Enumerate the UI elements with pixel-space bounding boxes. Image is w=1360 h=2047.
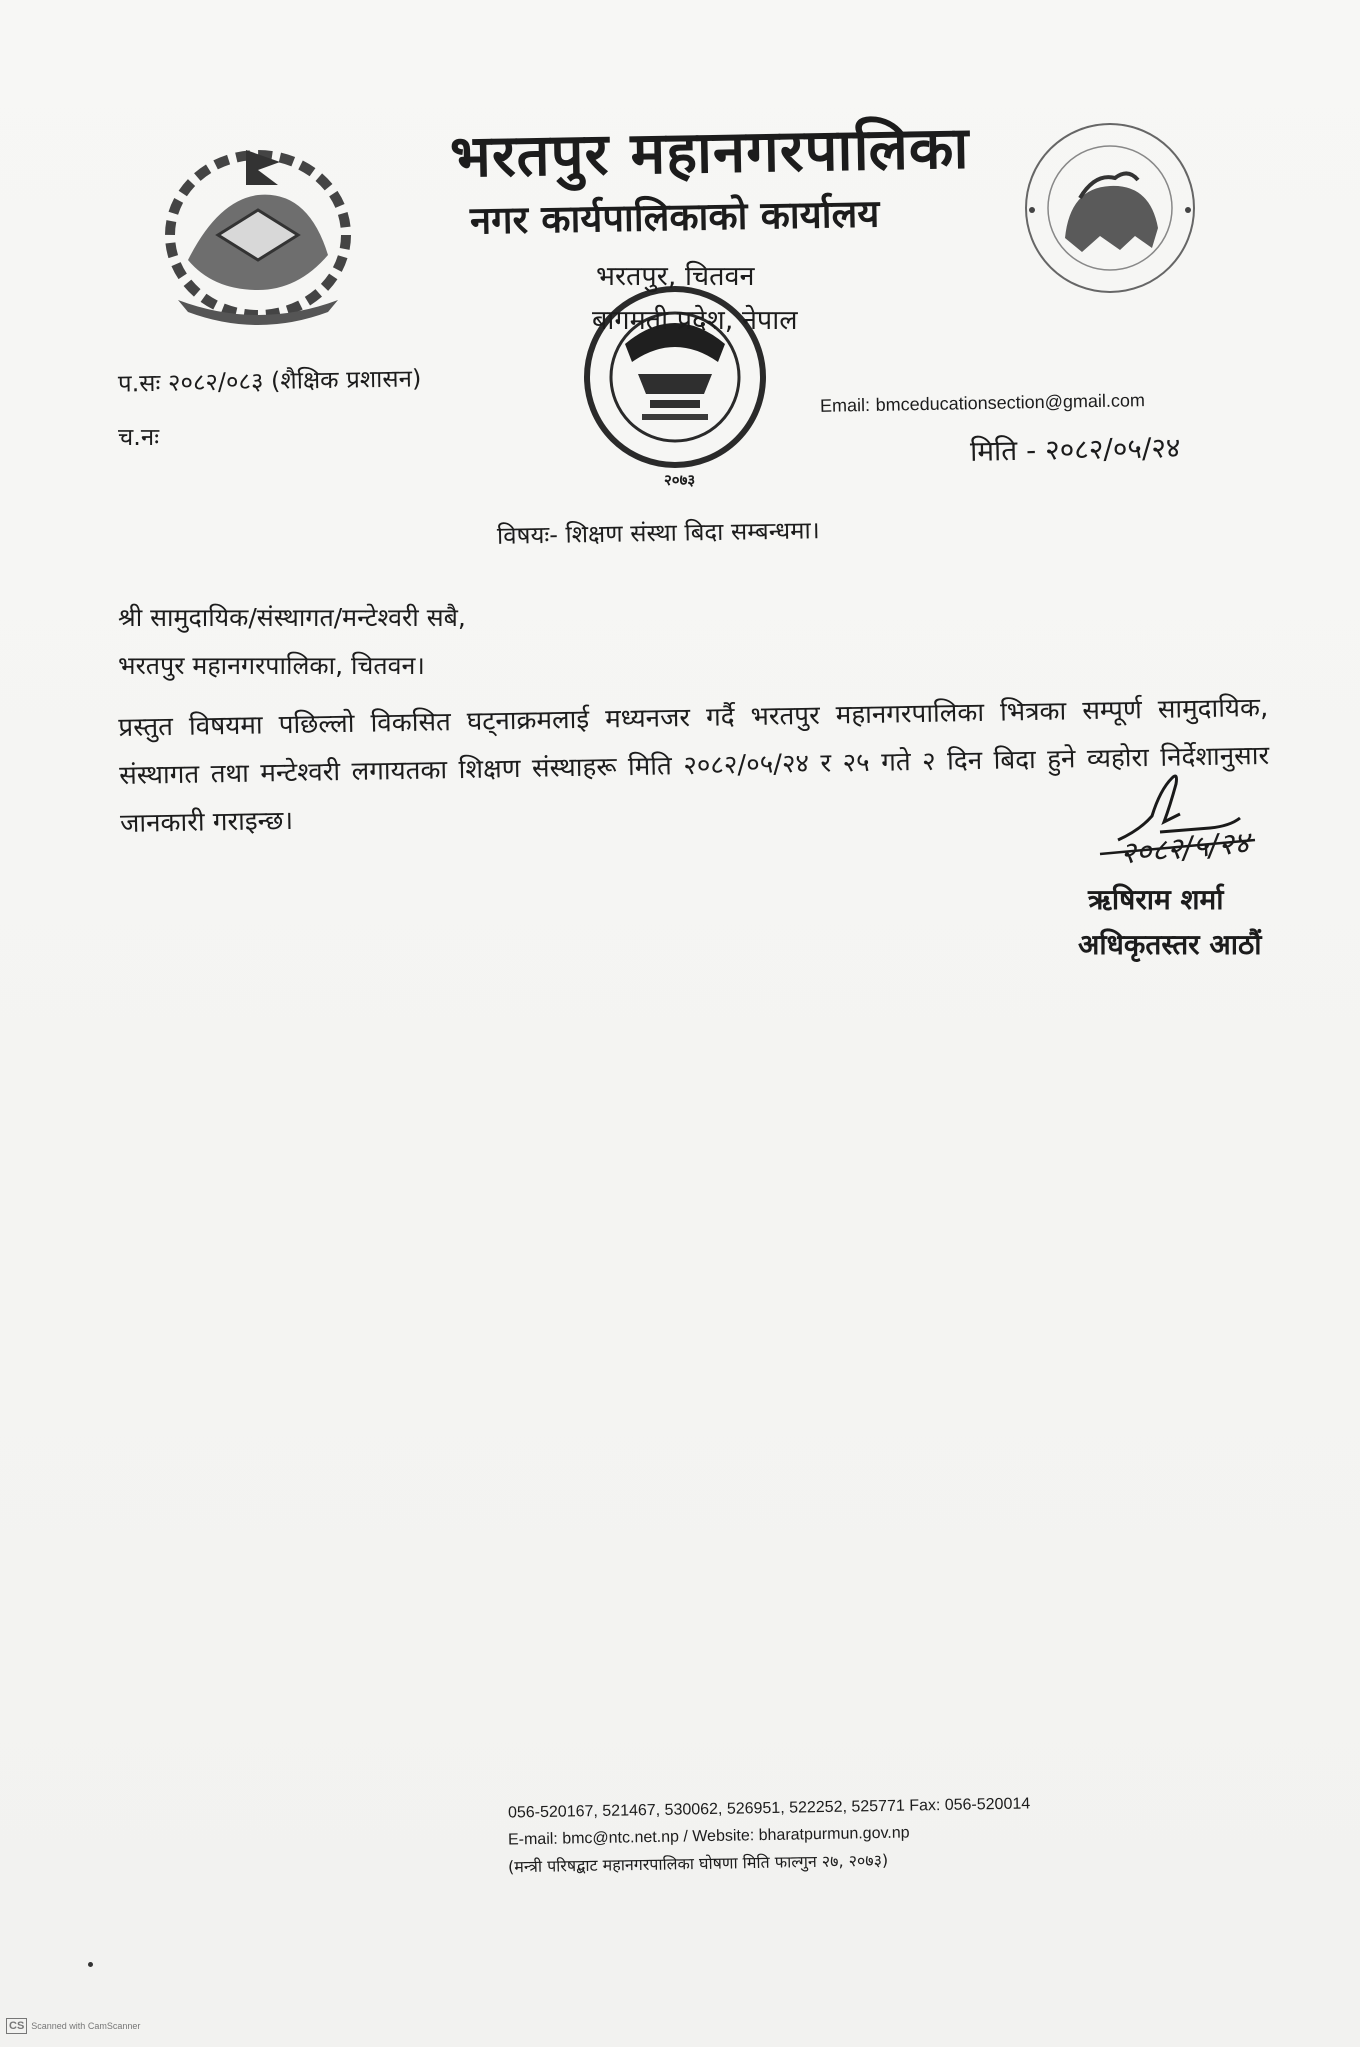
signatory-designation: अधिकृतस्तर आठौं (1078, 928, 1262, 961)
stamp-year: २०७३ (664, 471, 696, 489)
address-city: भरतपुर, चितवन (596, 261, 755, 292)
letter-date: मिति - २०८२/०५/२४ (969, 431, 1181, 468)
email-label: Email: (819, 394, 871, 416)
address-province: बागमती प्रदेश, नेपाल (592, 305, 798, 336)
footer-phone-fax: 056-520167, 521467, 530062, 526951, 522252, 525771 Fax: 056-520014 (507, 1795, 1031, 1822)
scan-dot (88, 1962, 93, 1967)
signature-date: २०८२/५/२४ (1118, 825, 1251, 872)
signatory-name: ऋषिराम शर्मा (1088, 883, 1224, 916)
letter-subject: विषयः- शिक्षण संस्था बिदा सम्बन्धमा। (496, 516, 821, 550)
scanner-badge: CS (6, 2018, 27, 2034)
recipient-line-1: श्री सामुदायिक/संस्थागत/मन्टेश्वरी सबै, (118, 603, 466, 632)
dispatch-number: च.नः (118, 423, 160, 451)
section-email (820, 389, 1145, 418)
nepal-emblem-icon (158, 140, 358, 320)
footer-email-website: E-mail: bmc@ntc.net.np / Website: bharatpurmun.gov.np (507, 1824, 910, 1849)
footer-declaration: (मन्त्री परिषद्बाट महानगरपालिका घोषणा मिति फाल्गुन २७, २०७३) (507, 1850, 889, 1877)
municipality-title: भरतपुर महानगरपालिका (449, 113, 970, 191)
bharatpur-metropolitan-logo-icon (1020, 118, 1200, 298)
office-subtitle: नगर कार्यपालिकाको कार्यालय (469, 191, 880, 243)
scanner-watermark (6, 2018, 140, 2034)
recipient-line-2: भरतपुर महानगरपालिका, चितवन। (118, 651, 425, 680)
letter-number: प.सः २०८२/०८३ (शैक्षिक प्रशासन) (117, 364, 422, 398)
email-address: bmceducationsection@gmail.com (875, 390, 1146, 415)
scanner-text: Scanned with CamScanner (31, 2021, 141, 2031)
letter-body: प्रस्तुत विषयमा पछिल्लो विकसित घट्नाक्रमलाई मध्यनजर गर्दै भरतपुर महानगरपालिका भित्रका सम्पूर्ण सामुदायिक, संस्थागत तथा मन्टेश्वरी लगायतका शिक्षण संस्थाहरू मिति २०८२/०५/२४ र २५ गते २ दिन बिदा हुने व्यहोरा निर्देशानुसार जानकारी गराइन्छ। (118, 692, 1270, 839)
